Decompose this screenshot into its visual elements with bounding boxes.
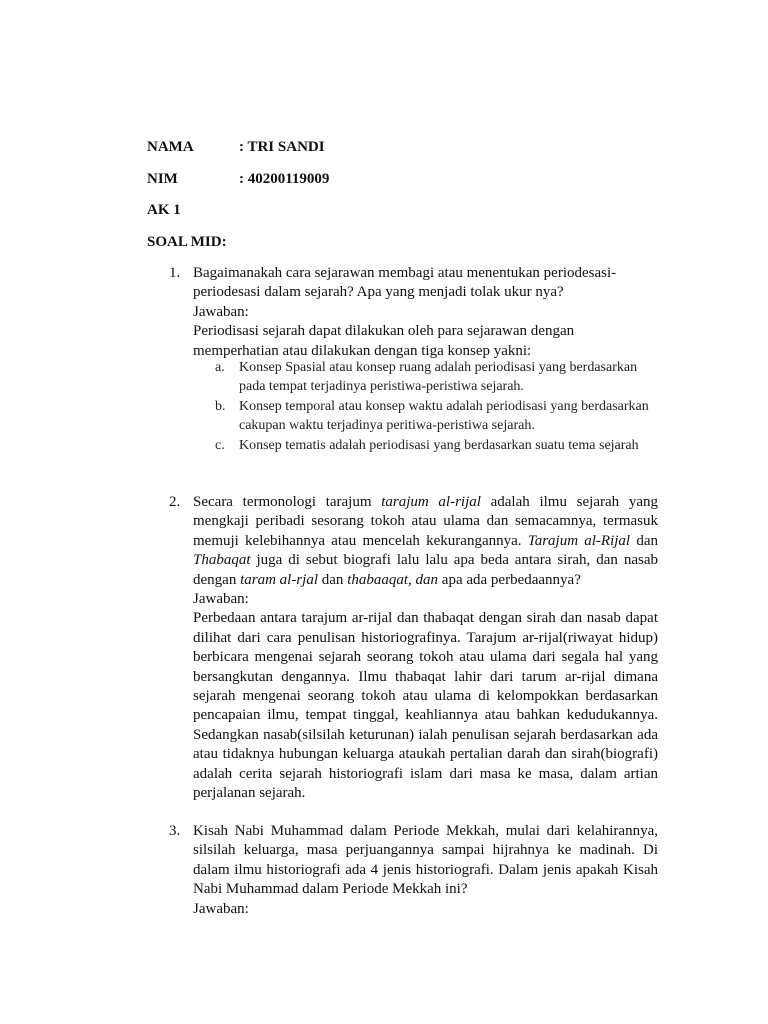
class-label: AK 1	[147, 202, 181, 218]
nim-value: : 40200119009	[239, 171, 330, 187]
question-2-answer: Perbedaan antara tarajum ar-rijal dan thabaqat dengan sirah dan nasab dapat dilihat dari cara penulisan historiografinya. Tarajum ar-rijal(riwayat hidup) berbicara mengenai sejarah seorang tokoh atau ulama dari segala hal yang bersangkutan dengannya. Ilmu thabaqat lahir dari tarum ar-rijal dimana sejarah mengenai seorang tokoh atau ulama di kelompokkan berdasarkan pencapaian ilmu, tempat tinggal, keahliannya atau bahkan kedudukannya. Sedangkan nasab(silsilah keturunan) ialah penulisan sejarah berdasarkan ada atau tidaknya hubungan keluarga ataukah pertalian darah dan sirah(biografi) adalah cerita sejarah historiografi islam dari masa ke masa, dalam artian perjalanan sejarah.	[193, 610, 658, 802]
question-2-term-3: Thabaqat	[193, 552, 251, 569]
question-3-text: Kisah Nabi Muhammad dalam Periode Mekkah, mulai dari kelahirannya, silsilah keluarga, masa perjuangannya sampai hijrahnya ke madinah. Di dalam ilmu historiografi ada 4 jenis historiografi. Dalam jenis apakah Kisah Nabi Muhammad dalam Periode Mekkah ini?	[193, 823, 658, 898]
question-1-answer: Periodisasi sejarah dapat dilakukan oleh para sejarawan dengan memperhatian atau dilakukan dengan tiga konsep yakni:	[193, 323, 575, 359]
question-2-text-part3: dan	[630, 532, 658, 549]
question-2-number: 2.	[169, 494, 181, 510]
question-2-text-part5: dan	[318, 571, 348, 588]
question-1	[193, 264, 643, 361]
sub-item-b-text: Konsep temporal atau konsep waktu adalah periodisasi yang berdasarkan cakupan waktu terjadinya peritiwa-peristiwa sejarah.	[239, 399, 649, 434]
name-row	[147, 138, 325, 156]
sub-item-b-letter: b.	[215, 399, 226, 414]
question-2-answer-label: Jawaban:	[193, 591, 249, 608]
sub-item-a-letter: a.	[215, 360, 225, 375]
sub-item-b	[215, 397, 649, 435]
question-2-term-4: taram al-rjal	[240, 571, 319, 588]
question-2	[193, 493, 658, 804]
question-2-term-1: tarajum al-rijal	[381, 494, 481, 510]
sub-item-a	[215, 358, 639, 396]
question-3-number: 3.	[169, 823, 181, 839]
nim-row	[147, 170, 329, 188]
question-1-answer-label: Jawaban:	[193, 303, 249, 320]
question-1-text: Bagaimanakah cara sejarawan membagi atau menentukan periodesasi-periodesasi dalam sejarah? Apa yang menjadi tolak ukur nya?	[193, 265, 617, 301]
sub-item-c	[215, 436, 639, 455]
sub-item-a-text: Konsep Spasial atau konsep ruang adalah periodisasi yang berdasarkan pada tempat terjadinya peristiwa-peristiwa sejarah.	[239, 360, 638, 395]
sub-item-c-letter: c.	[215, 438, 225, 453]
question-2-term-5: thabaaqat, dan	[347, 571, 439, 588]
question-2-text-part4: juga di sebut biografi lalu lalu apa beda antara sirah, dan nasab dengan	[193, 552, 658, 588]
nim-label: NIM	[147, 171, 178, 187]
question-3-answer-label: Jawaban:	[193, 900, 249, 917]
sub-item-c-text: Konsep tematis adalah periodisasi yang berdasarkan suatu tema sejarah	[239, 438, 639, 453]
question-3	[193, 822, 658, 919]
question-2-text-part1: Secara termonologi tarajum	[193, 494, 382, 510]
question-2-text-part6: apa ada perbedaannya?	[438, 571, 581, 588]
name-value: : TRI SANDI	[239, 139, 325, 155]
soal-heading: SOAL MID:	[147, 234, 227, 250]
name-label: NAMA	[147, 139, 194, 155]
question-2-text-part2: adalah ilmu sejarah yang mengkaji peribadi sesorang tokoh atau ulama dan semacamnya, termasuk memuji kelebihannya atau mencelah kekurangannya.	[193, 494, 658, 549]
question-1-number: 1.	[169, 265, 181, 281]
question-2-term-2: Tarajum al-Rijal	[527, 532, 631, 549]
question-2-text	[193, 493, 658, 590]
